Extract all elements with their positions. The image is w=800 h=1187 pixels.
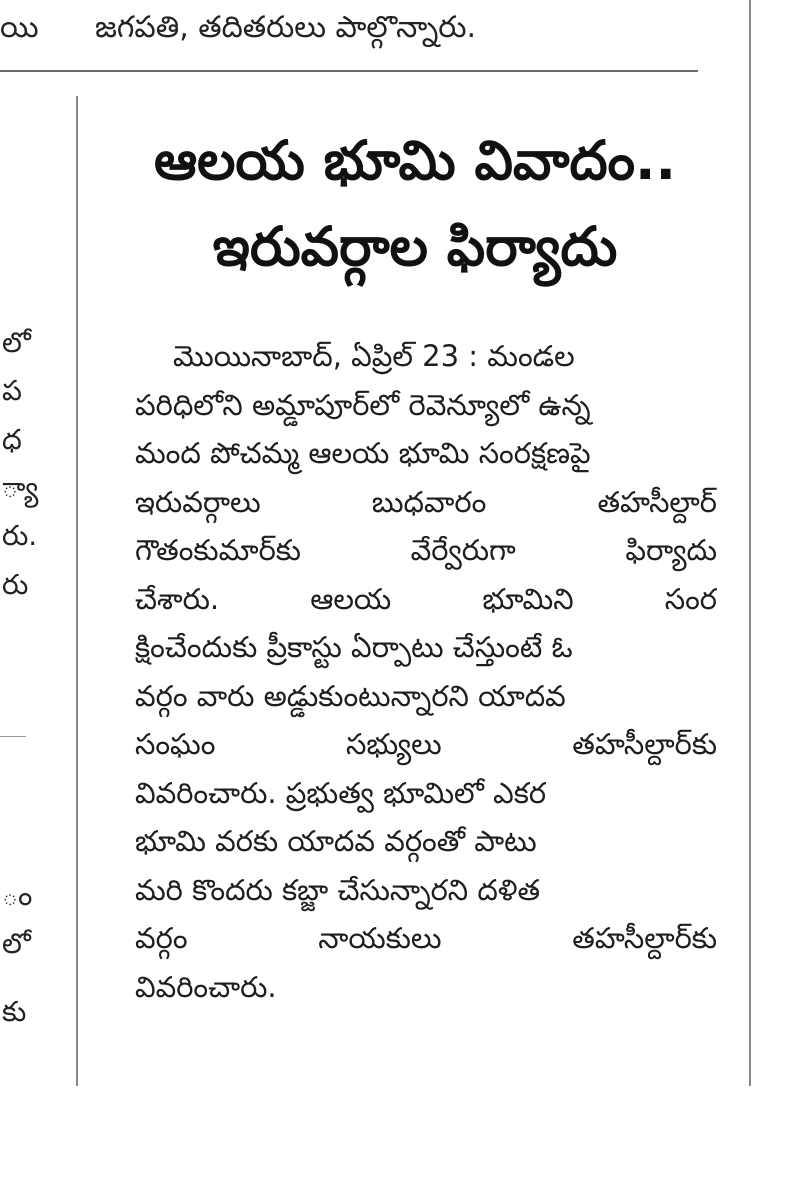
- left-column-fragment: ప: [2, 374, 22, 407]
- body-word: నాయకులు: [318, 921, 442, 955]
- article-body-line: [135, 575, 717, 623]
- body-word: వివరించారు. ప్రభుత్వ భూమిలో ఎకర: [135, 776, 547, 810]
- body-word: భూమి వరకు యాదవ వర్గంతో పాటు: [135, 824, 537, 858]
- left-column-fragment: లో: [2, 326, 31, 359]
- article-body-line: [135, 963, 717, 1011]
- column-divider-right: [749, 0, 751, 1086]
- article-headline-line-2: ఇరువర్గాల ఫిర్యాదు: [212, 215, 618, 278]
- left-column-fragment: కు: [2, 995, 27, 1028]
- left-column-fragment: ధ: [2, 423, 22, 456]
- body-word: మంద పోచమ్మ ఆలయ భూమి సంరక్షణపై: [135, 436, 591, 470]
- body-word: సంఘం: [135, 727, 216, 761]
- previous-story-left-fragment: యి: [0, 10, 39, 45]
- body-word: తహసీల్దార్: [597, 485, 717, 519]
- body-word: సంర: [664, 582, 717, 616]
- article-body-line: [135, 914, 717, 962]
- body-word: వేర్వేరుగా: [410, 533, 516, 567]
- article-headline-line-1: ఆలయ భూమి వివాదం..: [154, 129, 676, 192]
- body-word: ఇరువర్గాలు: [135, 485, 261, 519]
- body-word: వర్గం: [135, 921, 188, 955]
- body-word: ఫిర్యాదు: [625, 533, 717, 567]
- body-word: భూమిని: [482, 582, 574, 616]
- body-word: మరి కొందరు కబ్జా చేసున్నారని దళిత: [135, 873, 540, 907]
- body-word: వర్గం వారు అడ్డుకుంటున్నారని యాదవ: [135, 679, 566, 713]
- body-word: క్షించేందుకు ప్రీకాస్టు ఏర్పాటు చేస్తుంటే ఓ: [135, 630, 573, 664]
- previous-story-closing-line: జగపతి, తదితరులు పాల్గొన్నారు.: [95, 10, 476, 45]
- article-body-line: [135, 672, 717, 720]
- article-body-line: [135, 478, 717, 526]
- body-word: మొయినాబాద్, ఏప్రిల్ 23 : మండల: [173, 339, 575, 373]
- article-body-line: [135, 381, 717, 429]
- top-divider-rule: [0, 70, 698, 72]
- body-word: వివరించారు.: [135, 970, 277, 1004]
- article-body-line: [135, 623, 717, 671]
- article-body-line: [135, 769, 717, 817]
- body-word: చేశారు.: [135, 582, 220, 616]
- body-word: ఆలయ: [310, 582, 392, 616]
- body-word: తహసీల్దార్‌కు: [572, 921, 717, 955]
- body-word: గౌతంకుమార్‌కు: [135, 533, 301, 567]
- body-word: పరిధిలోని అమ్డాపూర్‌లో రెవెన్యూలో ఉన్న: [135, 388, 591, 422]
- left-column-fragment: రు.: [2, 519, 38, 552]
- left-column-fragment: ్యా: [2, 471, 39, 504]
- article-body-line: [135, 720, 717, 768]
- left-column-fragment: లో: [2, 927, 31, 960]
- article-body-line: [135, 817, 717, 865]
- column-divider-left: [76, 96, 78, 1086]
- left-column-fragment: రు: [2, 568, 29, 601]
- article-body-line: [135, 332, 717, 380]
- body-word: బుధవారం: [371, 485, 487, 519]
- left-column-short-rule: [0, 736, 26, 737]
- article-body-line: [135, 866, 717, 914]
- body-word: తహసీల్దార్‌కు: [572, 727, 717, 761]
- body-word: సభ్యులు: [346, 727, 442, 761]
- left-column-fragment: ం: [2, 879, 33, 912]
- article-body-line: [135, 429, 717, 477]
- article-body-line: [135, 526, 717, 574]
